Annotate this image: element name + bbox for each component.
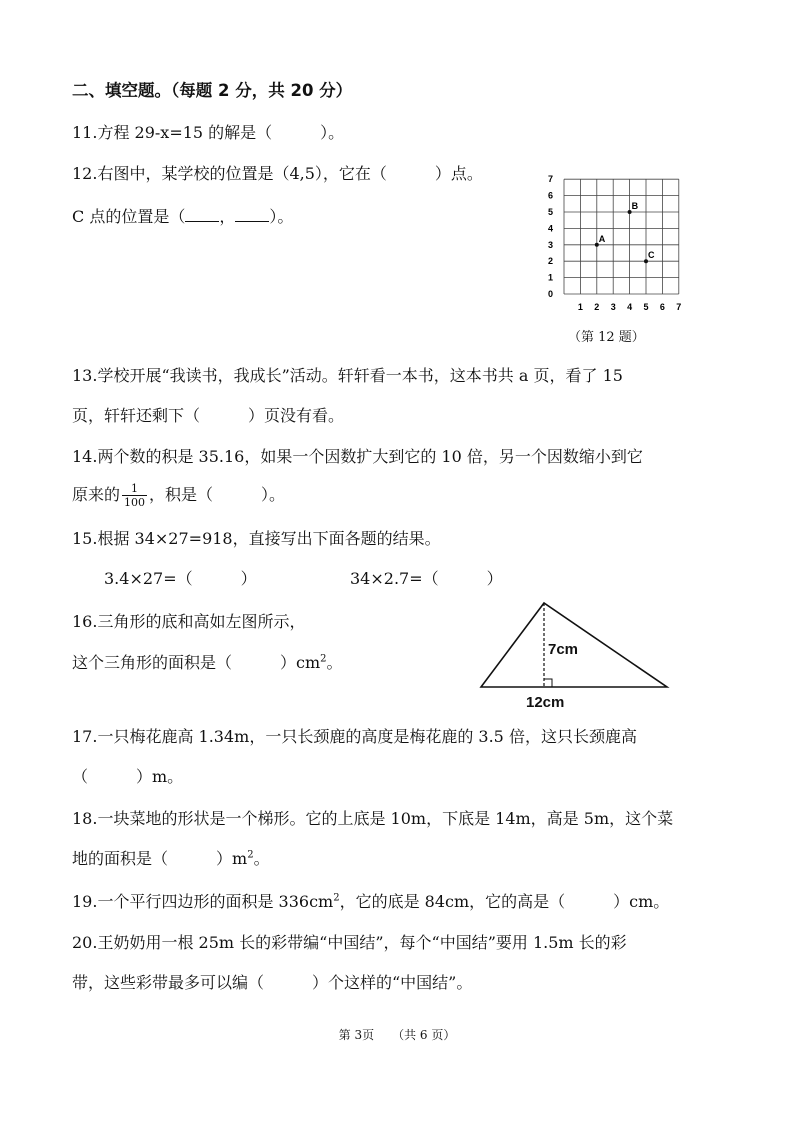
- coordinate-grid-figure: [538, 174, 698, 344]
- grid-x-tick-label: 1: [577, 302, 583, 312]
- coordinate-grid: [538, 174, 698, 344]
- grid-y-tick-label: 6: [548, 190, 554, 201]
- q18-line2-end: 。: [253, 849, 270, 868]
- question-12-line1: 12.右图中，某学校的位置是（4,5），它在（ ）点。: [72, 164, 483, 183]
- question-16-line2: [72, 652, 343, 674]
- question-12-line2: [72, 206, 293, 228]
- grid-x-tick-label: 6: [659, 302, 665, 312]
- fraction-numerator: 1: [122, 482, 147, 496]
- q14-line2-part-b: ，积是（ ）。: [149, 485, 286, 504]
- grid-x-tick-label: 7: [676, 302, 682, 312]
- q12-blank-1: [185, 207, 219, 222]
- question-13-line1: 13.学校开展“我读书，我成长”活动。轩轩看一本书，这本书共 a 页，看了 15: [72, 366, 623, 385]
- grid-x-tick-label: 2: [594, 302, 600, 312]
- question-15-line1: 15.根据 34×27=918，直接写出下面各题的结果。: [72, 529, 441, 548]
- grid-point-label: C: [648, 250, 655, 261]
- q12-line2-part-b: ，: [219, 207, 236, 226]
- q18-square-superscript: 2: [247, 849, 254, 861]
- question-19: [72, 891, 669, 913]
- q16-line2-text: 这个三角形的面积是（ ）cm: [72, 653, 321, 672]
- question-15-sub1: 3.4×27=（ ）: [104, 569, 257, 588]
- fraction-denominator: 100: [124, 496, 146, 509]
- q19-text-b: ，它的底是 84cm，它的高是（ ）cm。: [339, 892, 670, 911]
- q12-line2-part-a: C 点的位置是（: [72, 207, 186, 226]
- question-13-line2: 页，轩轩还剩下（ ）页没有看。: [72, 406, 345, 425]
- figure-12-caption: （第 12 题）: [568, 330, 645, 345]
- question-20-line1: 20.王奶奶用一根 25m 长的彩带编“中国结”，每个“中国结”要用 1.5m 长的彩: [72, 933, 627, 952]
- q12-line2-part-c: ）。: [269, 207, 294, 226]
- grid-x-tick-label: 5: [643, 302, 649, 312]
- triangle-height-label: 7cm: [548, 641, 579, 658]
- question-17-line2: （ ）m。: [72, 767, 184, 786]
- grid-y-tick-label: 7: [548, 174, 554, 185]
- question-11: 11.方程 29-x=15 的解是（ ）。: [72, 123, 345, 142]
- q12-blank-2: [235, 207, 269, 222]
- section-title: 二、填空题。（每题 2 分，共 20 分）: [72, 81, 353, 100]
- question-16-line1: 16.三角形的底和高如左图所示，: [72, 612, 306, 631]
- grid-y-tick-label: 5: [548, 207, 554, 217]
- question-17-line1: 17.一只梅花鹿高 1.34m，一只长颈鹿的高度是梅花鹿的 3.5 倍，这只长颈鹿高: [72, 727, 637, 746]
- question-15-sub2: 34×2.7=（ ）: [350, 569, 503, 588]
- question-18-line1: 18.一块菜地的形状是一个梯形。它的上底是 10m，下底是 14m，高是 5m，这个菜: [72, 809, 674, 828]
- q19-square-superscript: 2: [333, 892, 340, 904]
- grid-y-tick-label: 4: [548, 223, 554, 234]
- question-18-line2: [72, 848, 270, 870]
- grid-point-label: A: [598, 233, 606, 244]
- grid-y-tick-label: 3: [548, 239, 554, 250]
- grid-x-tick-label: 4: [627, 302, 633, 312]
- triangle-base-label: 12cm: [526, 694, 565, 711]
- grid-point-label: B: [631, 201, 639, 211]
- q16-square-superscript: 2: [320, 653, 327, 665]
- question-20-line2: 带，这些彩带最多可以编（ ）个这样的“中国结”。: [72, 973, 473, 992]
- grid-y-tick-label: 2: [548, 256, 554, 267]
- grid-y-tick-label: 0: [548, 289, 554, 299]
- q16-line2-end: 。: [326, 653, 343, 672]
- grid-x-tick-label: 3: [610, 302, 616, 312]
- q18-line2-text: 地的面积是（ ）m: [72, 849, 248, 868]
- grid-y-tick-label: 1: [548, 272, 554, 283]
- page-footer: 第 3页 （共 6 页）: [338, 1028, 456, 1042]
- question-14-line1: 14.两个数的积是 35.16，如果一个因数扩大到它的 10 倍，另一个因数缩小到它: [72, 447, 643, 466]
- q14-line2-part-a: 原来的: [72, 485, 121, 504]
- fraction-one-hundredth: [122, 482, 147, 509]
- question-14-line2: [72, 482, 285, 509]
- right-angle-marker: [544, 679, 552, 687]
- q19-text-a: 19.一个平行四边形的面积是 336cm: [72, 892, 334, 911]
